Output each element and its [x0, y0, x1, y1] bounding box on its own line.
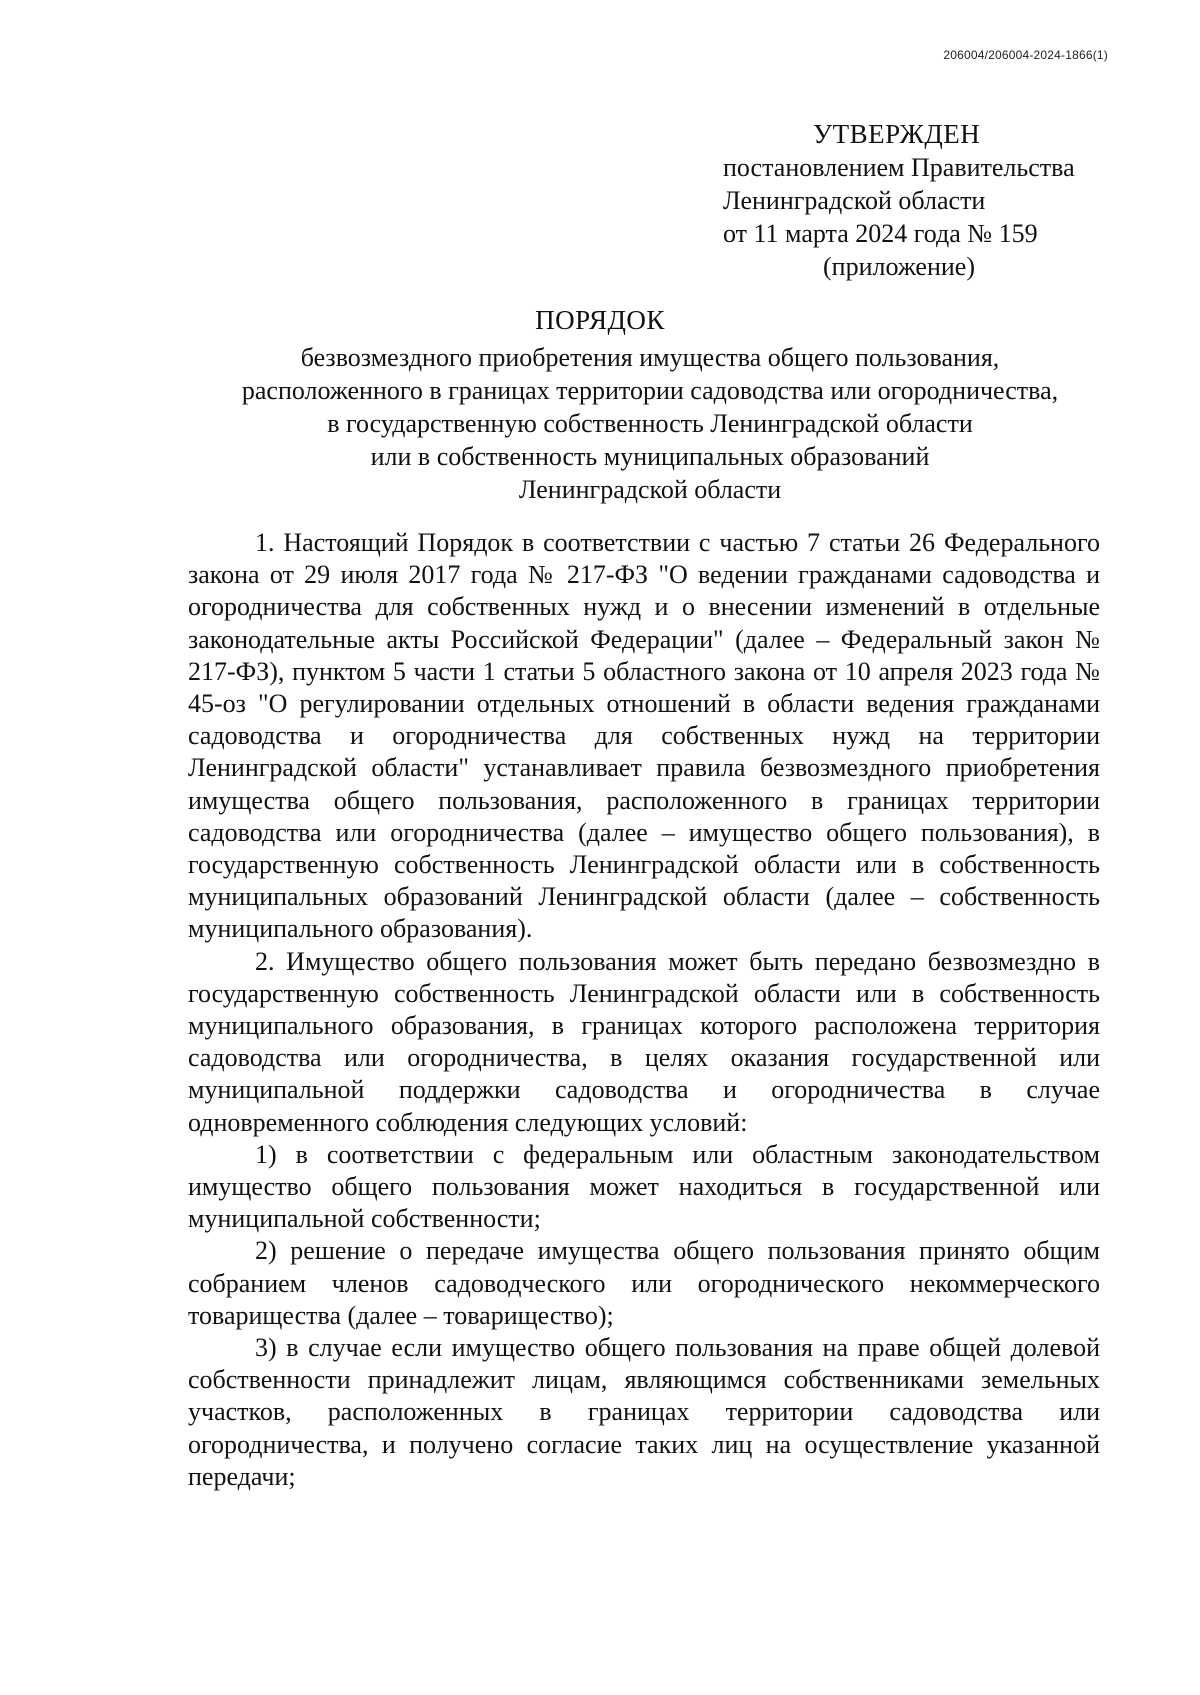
- approval-line-3: от 11 марта 2024 года № 159: [723, 219, 1038, 248]
- subtitle-line-5: Ленинградской области: [518, 475, 782, 504]
- subtitle-line-4: или в собственность муниципальных образований: [370, 442, 930, 471]
- approval-line-2: Ленинградской области: [723, 186, 986, 215]
- paragraph-2-item-1: 1) в соответствии с федеральным или областным законодательством имущество общего пользования может находиться в государственной или муниципальной собственности;: [188, 1139, 1100, 1234]
- subtitle-line-2: расположенного в границах территории садоводства или огородничества,: [241, 376, 1059, 405]
- paragraph-2-item-2: 2) решение о передаче имущества общего пользования принято общим собранием членов садоводческого или огороднического некоммерческого товарищества (далее – товарищество);: [188, 1236, 1100, 1330]
- document-body: [188, 527, 1100, 1493]
- paragraph-2-item-3: 3) в случае если имущество общего пользования на праве общей долевой собственности принадлежит лицам, являющимся собственниками земельных участков, расположенных в границах территории садоводства или огородничества, и получено согласие таких лиц на осуществление указанной передачи;: [188, 1333, 1100, 1491]
- approval-note: (приложение): [823, 252, 976, 281]
- approval-line-1: постановлением Правительства: [723, 153, 1075, 182]
- document-subtitle: [0, 341, 1200, 506]
- approval-block: [723, 118, 1143, 283]
- subtitle-line-3: в государственную собственность Ленинградской области: [327, 409, 973, 438]
- paragraph-1: 1. Настоящий Порядок в соответствии с частью 7 статьи 26 Федерального закона от 29 июля 2017 года № 217-ФЗ "О ведении гражданами садоводства и огородничества для собственных нужд и о внесении изменений в отдельные законодательные акты Российской Федерации" (далее – Федеральный закон № 217-ФЗ), пунктом 5 части 1 статьи 5 областного закона от 10 апреля 2023 года № 45-оз "О регулировании отдельных отношений в области ведения гражданами садоводства и огородничества для собственных нужд на территории Ленинградской области" устанавливает правила безвозмездного приобретения имущества общего пользования, расположенного в границах территории садоводства или огородничества (далее – имущество общего пользования), в государственную собственность Ленинградской области или в собственность муниципальных образований Ленинградской области (далее – собственность муниципального образования).: [188, 528, 1100, 944]
- document-registration-number: 206004/206004-2024-1866(1): [943, 48, 1108, 62]
- subtitle-line-1: безвозмездного приобретения имущества общего пользования,: [300, 343, 1000, 372]
- document-title: ПОРЯДОК: [535, 305, 665, 335]
- paragraph-2: 2. Имущество общего пользования может быть передано безвозмездно в государственную собственность Ленинградской области или в собственность муниципального образования, в границах которого расположена территория садоводства или огородничества, в целях оказания государственной или муниципальной поддержки садоводства и огородничества в случае одновременного соблюдения следующих условий:: [188, 946, 1100, 1137]
- approval-title: УТВЕРЖДЕН: [813, 119, 981, 149]
